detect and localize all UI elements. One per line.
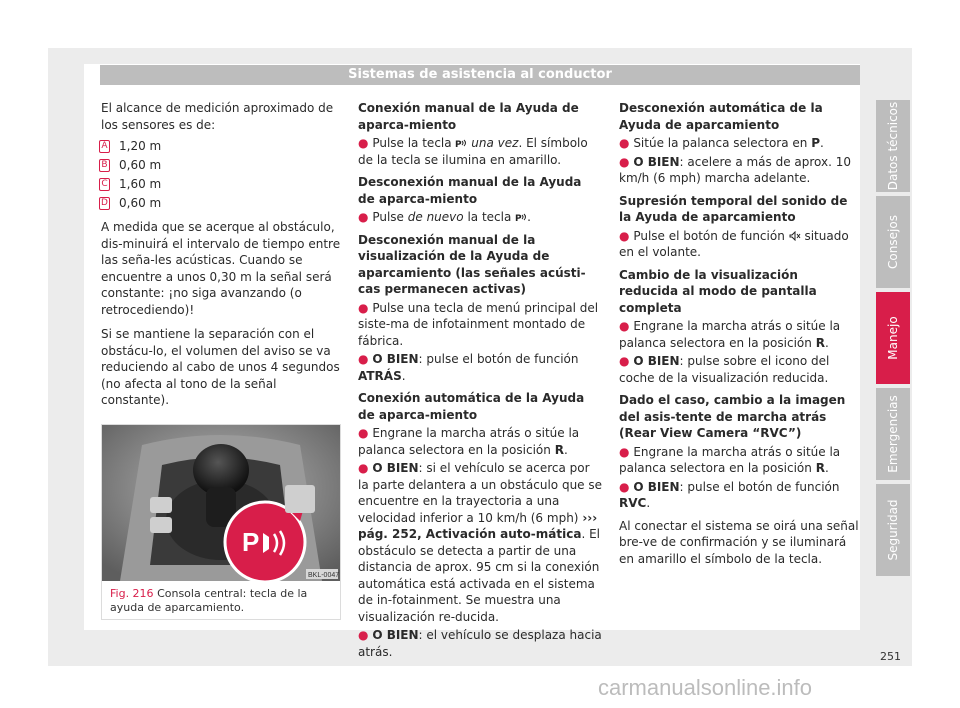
step-display-off-alt: ● O BIEN: pulse el botón de función ATRÁS. bbox=[358, 352, 579, 383]
paragraph-interval: A medida que se acerque al obstáculo, dis-minuirá el intervalo de tiempo entre las seña-les acústicas. Cuando se encuentre a unos 0,30 m la señal será constante: ¡no siga avanzando (o retrocediendo)! bbox=[101, 220, 341, 317]
tab-consejos[interactable]: Consejos bbox=[876, 196, 910, 288]
bullet-icon: ● bbox=[619, 136, 630, 150]
bullet-icon: ● bbox=[358, 426, 369, 440]
bullet-icon: ● bbox=[358, 352, 369, 366]
step-mute: ● Pulse el botón de función situado en el volante. bbox=[619, 228, 849, 259]
step-fullscreen-alt: ● O BIEN: pulse sobre el icono del coche de la visualización reducida. bbox=[619, 354, 830, 385]
marker-b: B bbox=[99, 159, 110, 172]
column-2 bbox=[358, 100, 602, 666]
step-manual-off: ● Pulse de nuevo la tecla P . bbox=[358, 210, 531, 224]
heading-auto-on: Conexión automática de la Ayuda de aparca-miento bbox=[358, 391, 585, 422]
marker-d: D bbox=[99, 197, 110, 210]
confirmation-paragraph: Al conectar el sistema se oirá una señal bre-ve de confirmación y se iluminará en amarillo el símbolo de la tecla. bbox=[619, 518, 859, 566]
svg-text:P: P bbox=[455, 140, 463, 148]
step-rvc: ● Engrane la marcha atrás o sitúe la palanca selectora en la posición R. bbox=[619, 444, 841, 475]
tab-emergencias[interactable]: Emergencias bbox=[876, 388, 910, 480]
tab-datos-tecnicos[interactable]: Datos técnicos bbox=[876, 100, 910, 192]
heading-auto-off: Desconexión automática de la Ayuda de aparcamiento bbox=[619, 101, 823, 132]
range-list bbox=[101, 137, 341, 213]
svg-text:P: P bbox=[515, 214, 522, 222]
range-value: 0,60 m bbox=[119, 196, 162, 211]
intro-text: El alcance de medición aproximado de los sensores es de: bbox=[101, 101, 334, 132]
column-1 bbox=[101, 100, 341, 466]
list-item bbox=[101, 156, 341, 175]
figure-216 bbox=[101, 424, 341, 620]
heading-manual-off: Desconexión manual de la Ayuda de aparca-miento bbox=[358, 175, 582, 206]
tab-manejo[interactable]: Manejo bbox=[876, 292, 910, 384]
console-illustration bbox=[102, 425, 340, 581]
range-value: 1,20 m bbox=[119, 139, 162, 154]
marker-c: C bbox=[99, 178, 110, 191]
figure-caption bbox=[110, 587, 336, 615]
heading-fullscreen: Cambio de la visualización reducida al modo de pantalla completa bbox=[619, 267, 817, 315]
mute-icon bbox=[789, 231, 801, 241]
figure-label: Fig. 216 bbox=[110, 587, 154, 600]
column-3 bbox=[619, 100, 861, 575]
step-display-off: ● Pulse una tecla de menú principal del siste-ma de infotainment montado de fábrica. bbox=[358, 300, 599, 348]
console-image bbox=[102, 425, 340, 581]
page-header: Sistemas de asistencia al conductor bbox=[100, 65, 860, 85]
page-number: 251 bbox=[880, 650, 901, 663]
list-item bbox=[101, 137, 341, 156]
bullet-icon: ● bbox=[358, 461, 369, 475]
step-fullscreen: ● Engrane la marcha atrás o sitúe la palanca selectora en la posición R. bbox=[619, 319, 841, 350]
bullet-icon: ● bbox=[619, 228, 630, 243]
step-manual-on: ● Pulse la tecla P una vez. El símbolo de la tecla se ilumina en amarillo. bbox=[358, 136, 588, 167]
bullet-icon: ● bbox=[358, 300, 369, 315]
chapter-tabs bbox=[876, 100, 910, 580]
bullet-icon: ● bbox=[619, 319, 630, 333]
heading-rvc: Dado el caso, cambio a la imagen del asis-tente de marcha atrás (Rear View Camera “RVC”) bbox=[619, 393, 846, 440]
figure-caption-text: Consola central: tecla de la ayuda de aparcamiento. bbox=[110, 587, 308, 614]
heading-mute: Supresión temporal del sonido de la Ayuda de aparcamiento bbox=[619, 193, 848, 224]
park-assist-icon bbox=[515, 212, 527, 222]
park-assist-icon bbox=[455, 138, 467, 148]
step-auto-on-reverse: ● O BIEN: el vehículo se desplaza hacia atrás. bbox=[358, 628, 602, 659]
bullet-icon: ● bbox=[358, 136, 369, 150]
step-auto-on: ● Engrane la marcha atrás o sitúe la palanca selectora en la posición R. bbox=[358, 426, 580, 457]
step-auto-off-alt: ● O BIEN: acelere a más de aprox. 10 km/h (6 mph) marcha adelante. bbox=[619, 154, 852, 185]
bullet-icon: ● bbox=[619, 354, 630, 368]
bullet-icon: ● bbox=[619, 479, 630, 494]
bullet-icon: ● bbox=[619, 154, 630, 169]
marker-a: A bbox=[99, 140, 110, 153]
range-value: 1,60 m bbox=[119, 177, 162, 192]
bullet-icon: ● bbox=[358, 628, 369, 642]
list-item bbox=[101, 194, 341, 213]
step-rvc-alt: ● O BIEN: pulse el botón de función RVC. bbox=[619, 479, 840, 510]
page-reference-link[interactable]: ››› pág. 252, Activación auto-mática bbox=[358, 510, 598, 541]
watermark: carmanualsonline.info bbox=[598, 675, 813, 700]
list-item bbox=[101, 175, 341, 194]
heading-manual-on: Conexión manual de la Ayuda de aparca-miento bbox=[358, 101, 579, 132]
heading-display-off: Desconexión manual de la visualización de la Ayuda de aparcamiento (las señales acústi-cas permanecen activas) bbox=[358, 232, 586, 296]
svg-text:P: P bbox=[242, 527, 260, 557]
bullet-icon: ● bbox=[358, 210, 369, 224]
tab-seguridad[interactable]: Seguridad bbox=[876, 484, 910, 576]
bullet-icon: ● bbox=[619, 444, 630, 459]
step-auto-on-alt: ● O BIEN: si el vehículo se acerca por la parte delantera a un obstáculo que se encuentre en la trayectoria a una velocidad inferior a 10 km/h (6 mph) ››› pág. 252, Activación auto-mática. El obstáculo se detecta a partir de una distancia de aprox. 95 cm si la conexión automática está activada en el sistema de in-fotainment. Se muestra una visualización re-ducida. bbox=[358, 461, 603, 624]
step-auto-off: ● Sitúe la palanca selectora en P. bbox=[619, 136, 824, 150]
figure-code: BKL-0047 bbox=[308, 572, 340, 579]
paragraph-volume: Si se mantiene la separación con el obstácu-lo, el volumen del aviso se va reduciendo al cabo de unos 4 segundos (no afecta al tono de la señal constante). bbox=[101, 327, 340, 407]
range-value: 0,60 m bbox=[119, 158, 162, 173]
